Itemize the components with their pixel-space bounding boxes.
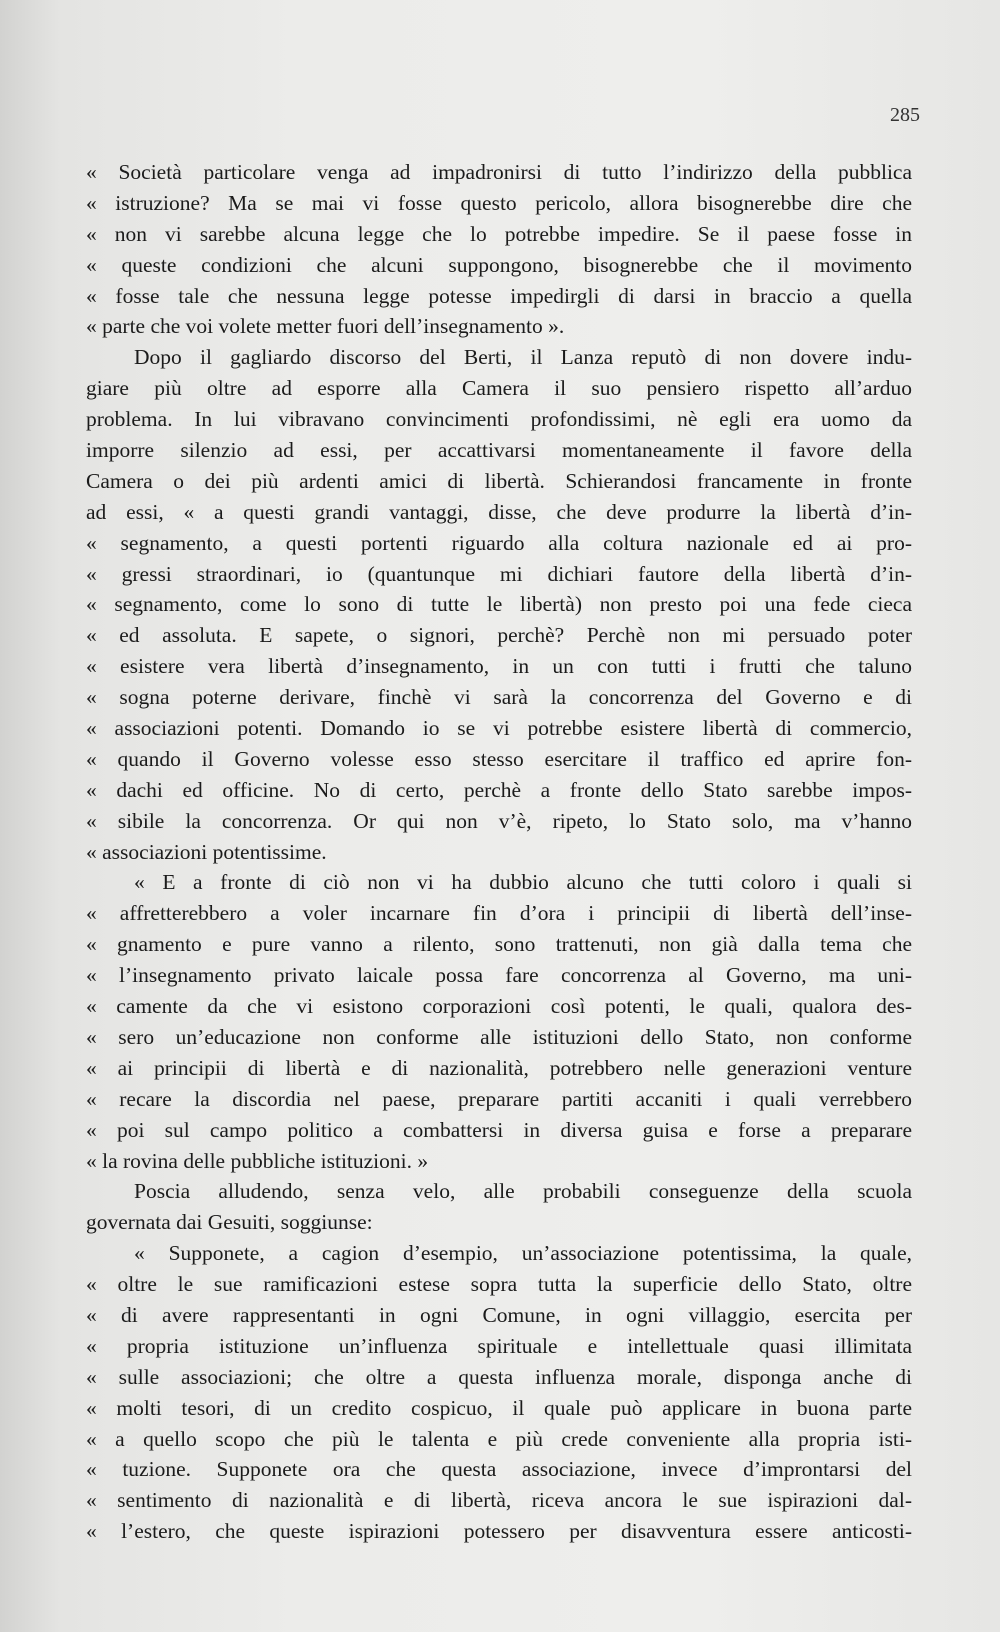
text-line: « non vi sarebbe alcuna legge che lo potrebbe impedire. Se il paese fosse in [86, 221, 912, 246]
text-line: « segnamento, come lo sono di tutte le libertà) non presto poi una fede cieca [86, 592, 912, 617]
text-line: giare più oltre ad esporre alla Camera il suo pensiero rispetto all’arduo [86, 376, 912, 401]
text-line: ad essi, « a questi grandi vantaggi, disse, che deve produrre la libertà d’in- [86, 499, 912, 524]
text-line: « Società particolare venga ad impadronirsi di tutto l’indirizzo della pubblica [86, 160, 912, 184]
text-line: « l’estero, che queste ispirazioni potessero per disavventura essere anticosti- [86, 1519, 912, 1544]
text-line: « gnamento e pure vanno a rilento, sono trattenuti, non già dalla tema che [86, 932, 912, 957]
text-line: « Supponete, a cagion d’esempio, un’associazione potentissima, la quale, [134, 1241, 912, 1266]
text-line: « parte che voi volete metter fuori dell’insegnamento ». [86, 314, 565, 339]
text-line: « queste condizioni che alcuni suppongono, bisognerebbe che il movimento [86, 252, 912, 277]
text-line: « la rovina delle pubbliche istituzioni. » [86, 1148, 429, 1173]
text-line: « a quello scopo che più le talenta e più crede conveniente alla propria isti- [86, 1426, 912, 1451]
text-line: « poi sul campo politico a combattersi in diversa guisa e forse a preparare [86, 1117, 912, 1142]
text-line: « tuzione. Supponete ora che questa associazione, invece d’improntarsi del [86, 1457, 912, 1482]
text-line: « gressi straordinari, io (quantunque mi dichiari fautore della libertà d’in- [86, 561, 912, 586]
text-line: « propria istituzione un’influenza spirituale e intellettuale quasi illimitata [86, 1333, 912, 1358]
text-line: « associazioni potentissime. [86, 839, 327, 864]
text-line: problema. In lui vibravano convincimenti profondissimi, nè egli era uomo da [86, 407, 912, 432]
text-line: « ai principii di libertà e di nazionalità, potrebbero nelle generazioni venture [86, 1055, 912, 1080]
text-line: « camente da che vi esistono corporazioni così potenti, le quali, qualora des- [86, 994, 912, 1019]
text-line: « oltre le sue ramificazioni estese sopra tutta la superficie dello Stato, oltre [86, 1272, 912, 1297]
text-line: « fosse tale che nessuna legge potesse impedirgli di darsi in braccio a quella [86, 283, 912, 308]
text-line: « affretterebbero a voler incarnare fin d’ora i principii di libertà dell’inse- [86, 901, 912, 926]
text-line: « quando il Governo volesse esso stesso esercitare il traffico ed aprire fon- [86, 746, 912, 771]
text-line: imporre silenzio ad essi, per accattivarsi momentaneamente il favore della [86, 438, 912, 463]
text-line: « E a fronte di ciò non vi ha dubbio alcuno che tutti coloro i quali si [134, 870, 912, 895]
body-text [86, 157, 912, 1547]
text-line: Poscia alludendo, senza velo, alle probabili conseguenze della scuola [134, 1179, 912, 1204]
text-line: « esistere vera libertà d’insegnamento, in un con tutti i frutti che taluno [86, 654, 912, 679]
text-line: « ed assoluta. E sapete, o signori, perchè? Perchè non mi persuado poter [86, 623, 912, 648]
text-line: « sero un’educazione non conforme alle istituzioni dello Stato, non conforme [86, 1024, 912, 1049]
text-line: « istruzione? Ma se mai vi fosse questo pericolo, allora bisognerebbe dire che [86, 190, 912, 215]
text-line: « sulle associazioni; che oltre a questa influenza morale, disponga anche di [86, 1364, 912, 1389]
text-line: « dachi ed officine. No di certo, perchè a fronte dello Stato sarebbe impos- [86, 777, 912, 802]
text-line: « associazioni potenti. Domando io se vi potrebbe esistere libertà di commercio, [86, 716, 912, 741]
text-line: « segnamento, a questi portenti riguardo alla coltura nazionale ed ai pro- [86, 530, 912, 555]
page-number: 285 [890, 104, 920, 126]
text-line: « recare la discordia nel paese, preparare partiti accaniti i quali verrebbero [86, 1086, 912, 1111]
text-line: « molti tesori, di un credito cospicuo, il quale può applicare in buona parte [86, 1395, 912, 1420]
text-line: Dopo il gagliardo discorso del Berti, il Lanza reputò di non dovere indu- [134, 345, 912, 370]
text-line: Camera o dei più ardenti amici di libertà. Schierandosi francamente in fronte [86, 468, 912, 493]
text-line: « di avere rappresentanti in ogni Comune, in ogni villaggio, esercita per [86, 1302, 912, 1327]
text-line: « l’insegnamento privato laicale possa fare concorrenza al Governo, ma uni- [86, 963, 912, 988]
text-line: « sentimento di nazionalità e di libertà, riceva ancora le sue ispirazioni dal- [86, 1488, 912, 1513]
text-line: « sogna poterne derivare, finchè vi sarà la concorrenza del Governo e di [86, 685, 912, 710]
text-line: governata dai Gesuiti, soggiunse: [86, 1210, 373, 1235]
text-line: « sibile la concorrenza. Or qui non v’è, ripeto, lo Stato solo, ma v’hanno [86, 808, 912, 833]
